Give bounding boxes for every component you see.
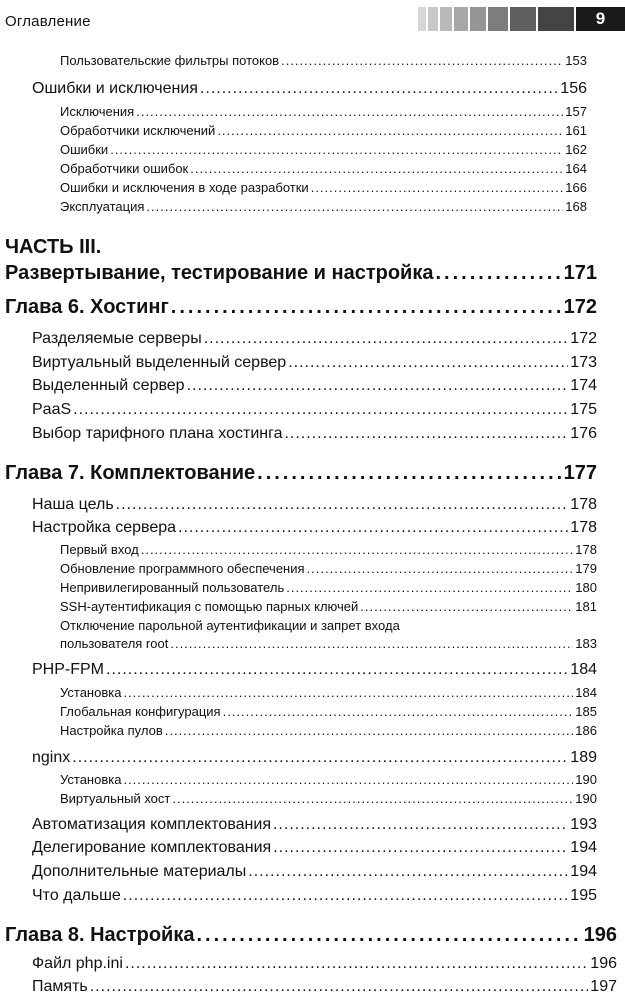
toc-entry[interactable]: Непривилегированный пользователь ..... 180 (60, 580, 597, 595)
toc-entry[interactable]: nginx ..... 189 (32, 749, 597, 767)
toc-entry[interactable]: Развертывание, тестирование и настройка ..... 171 (5, 262, 597, 285)
toc-entry[interactable]: Глава 8. Настройка ..... 196 (5, 924, 617, 947)
toc-entry[interactable]: Дополнительные материалы ..... 194 (32, 863, 597, 881)
toc-entry[interactable]: Глава 6. Хостинг ..... 172 (5, 296, 597, 319)
toc-entry[interactable]: Настройка пулов ..... 186 (60, 723, 597, 738)
toc-entry[interactable]: Настройка сервера ..... 178 (32, 519, 597, 537)
toc-entry[interactable]: Выбор тарифного плана хостинга ..... 176 (32, 425, 597, 443)
toc-entry[interactable]: Ошибки и исключения ..... 156 (32, 80, 587, 98)
running-title: Оглавление (5, 13, 91, 30)
bar-6 (488, 7, 508, 31)
toc-entry[interactable]: Автоматизация комплектования ..... 193 (32, 816, 597, 834)
toc-entry[interactable]: PHP-FPM ..... 184 (32, 661, 597, 679)
toc-entry[interactable]: Виртуальный выделенный сервер ..... 173 (32, 354, 597, 372)
toc-entry[interactable]: Обработчики ошибок ..... 164 (60, 161, 587, 176)
toc-entry[interactable]: Установка ..... 190 (60, 772, 597, 787)
bar-1 (418, 7, 426, 31)
bar-4 (454, 7, 468, 31)
toc-entry[interactable]: пользователя root ..... 183 (60, 636, 597, 651)
toc-entry[interactable]: SSH-аутентификация с помощью парных ключей ..... 181 (60, 599, 597, 614)
toc-entry[interactable]: Эксплуатация ..... 168 (60, 199, 587, 214)
toc-entry[interactable]: Наша цель ..... 178 (32, 496, 597, 514)
header-gradient-bars (418, 7, 625, 31)
toc-entry[interactable]: Первый вход ..... 178 (60, 542, 597, 557)
toc-entry[interactable]: Ошибки и исключения в ходе разработки ..... 166 (60, 180, 587, 195)
page-number: 9 (576, 7, 625, 31)
toc-entry[interactable]: Исключения ..... 157 (60, 104, 587, 119)
toc-entry[interactable]: Виртуальный хост ..... 190 (60, 791, 597, 806)
toc-entry[interactable]: Делегирование комплектования ..... 194 (32, 839, 597, 857)
toc-entry[interactable]: PaaS ..... 175 (32, 401, 597, 419)
toc-entry[interactable]: Пользовательские фильтры потоков ..... 153 (60, 53, 587, 68)
bar-3 (440, 7, 452, 31)
bar-5 (470, 7, 486, 31)
bar-8 (538, 7, 574, 31)
toc-entry-wrapped-line: Отключение парольной аутентификации и запрет входа (60, 618, 400, 633)
toc-entry[interactable]: Обновление программного обеспечения ..... 179 (60, 561, 597, 576)
toc-entry[interactable]: Разделяемые серверы ..... 172 (32, 330, 597, 348)
bar-7 (510, 7, 536, 31)
part-heading: ЧАСТЬ III. (5, 236, 102, 258)
toc-entry[interactable]: Что дальше ..... 195 (32, 887, 597, 905)
bar-2 (428, 7, 438, 31)
page-header (0, 0, 625, 40)
toc-entry[interactable]: Обработчики исключений ..... 161 (60, 123, 587, 138)
toc-entry[interactable]: Глобальная конфигурация ..... 185 (60, 704, 597, 719)
toc-entry[interactable]: Установка ..... 184 (60, 685, 597, 700)
toc-entry[interactable]: Выделенный сервер ..... 174 (32, 377, 597, 395)
toc-entry[interactable]: Память ..... 197 (32, 978, 617, 996)
toc-entry[interactable]: Глава 7. Комплектование ..... 177 (5, 462, 597, 485)
toc-entry[interactable]: Файл php.ini ..... 196 (32, 955, 617, 973)
toc-entry[interactable]: Ошибки ..... 162 (60, 142, 587, 157)
